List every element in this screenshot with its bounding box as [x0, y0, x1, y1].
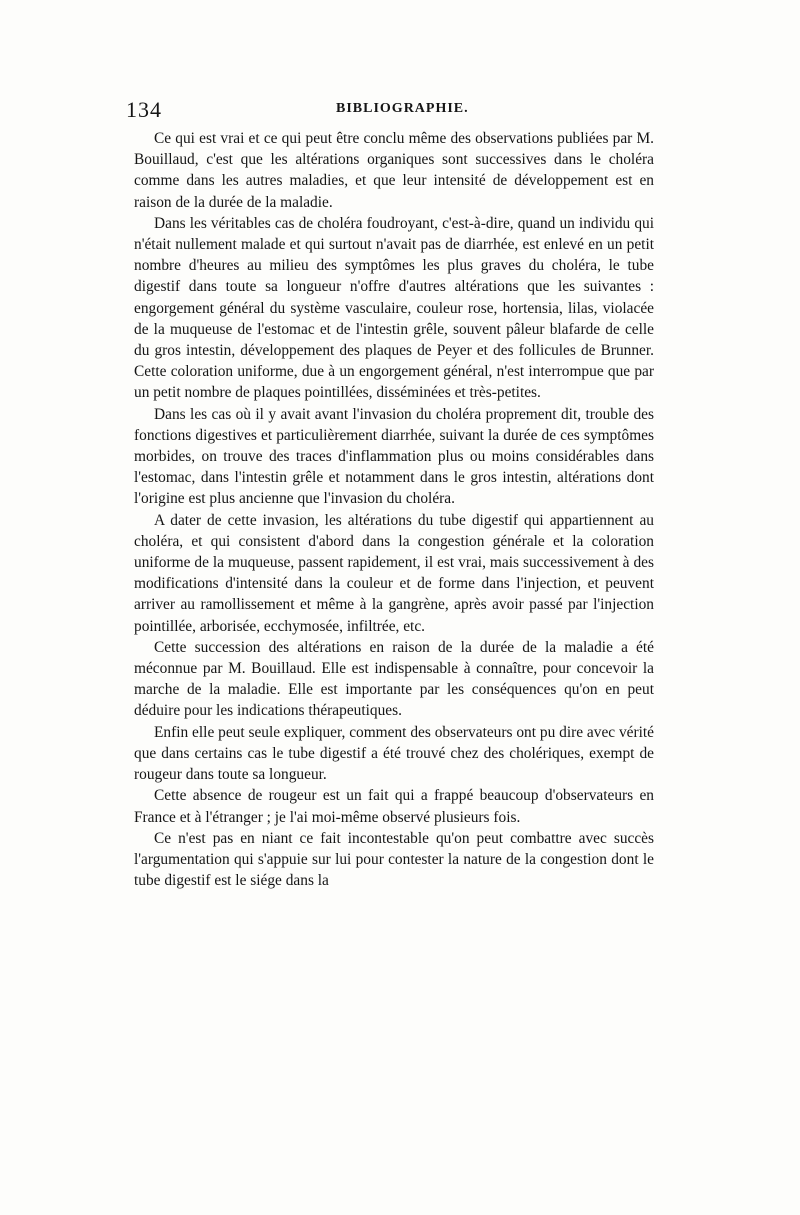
paragraph: A dater de cette invasion, les altérations du tube digestif qui appartiennent au choléra, et qui consistent d'abord dans la congestion générale et la coloration uniforme de la muqueuse, passent rapidement, il est vrai, mais successivement à des modifications d'intensité dans la couleur et de forme dans l'injection, et peuvent arriver au ramollissement et même à la gangrène, après avoir passé par l'injection pointillée, arborisée, ecchymosée, infiltrée, etc. [134, 511, 654, 635]
page-number: 134 [126, 97, 162, 122]
paragraph: Cette absence de rougeur est un fait qui a frappé beaucoup d'observateurs en France et à l'étranger ; je l'ai moi-même observé plusieurs fois. [134, 787, 654, 826]
body-text [134, 128, 654, 891]
paragraph: Dans les cas où il y avait avant l'invasion du choléra proprement dit, trouble des fonctions digestives et particulièrement diarrhée, suivant la durée de ces symptômes morbides, on trouve des traces d'inflammation plus ou moins considérables dans l'estomac, dans l'intestin grêle et notamment dans le gros intestin, altérations dont l'origine est plus ancienne que l'invasion du choléra. [134, 405, 654, 508]
running-title: BIBLIOGRAPHIE. [336, 101, 469, 116]
paragraph: Dans les véritables cas de choléra foudroyant, c'est-à-dire, quand un individu qui n'était nullement malade et qui surtout n'avait pas de diarrhée, est enlevé en un petit nombre d'heures au milieu des symptômes les plus graves du choléra, le tube digestif dans toute sa longueur n'offre d'autres altérations que les suivantes : engorgement général du système vasculaire, couleur rose, hortensia, lilas, violacée de la muqueuse de l'estomac et de l'intestin grêle, souvent pâleur blafarde de celle du gros intestin, développement des plaques de Peyer et des follicules de Brunner. Cette coloration uniforme, due à un engorgement général, n'est interrompue que par un petit nombre de plaques pointillées, disséminées et très-petites. [134, 214, 654, 402]
paragraph: Ce qui est vrai et ce qui peut être conclu même des observations publiées par M. Bouillaud, c'est que les altérations organiques sont successives dans le choléra comme dans les autres maladies, et que leur intensité de développement est en raison de la durée de la maladie. [134, 130, 654, 211]
paragraph: Ce n'est pas en niant ce fait incontestable qu'on peut combattre avec succès l'argumentation qui s'appuie sur lui pour contester la nature de la congestion dont le tube digestif est le siége dans la [134, 829, 654, 890]
paragraph: Cette succession des altérations en raison de la durée de la maladie a été méconnue par M. Bouillaud. Elle est indispensable à connaître, pour concevoir la marche de la maladie. Elle est importante par les conséquences qu'on en peut déduire pour les indications thérapeutiques. [134, 638, 654, 720]
paragraph: Enfin elle peut seule expliquer, comment des observateurs ont pu dire avec vérité que dans certains cas le tube digestif a été trouvé chez des cholériques, exempt de rougeur dans toute sa longueur. [134, 723, 654, 784]
page-header [126, 97, 656, 121]
